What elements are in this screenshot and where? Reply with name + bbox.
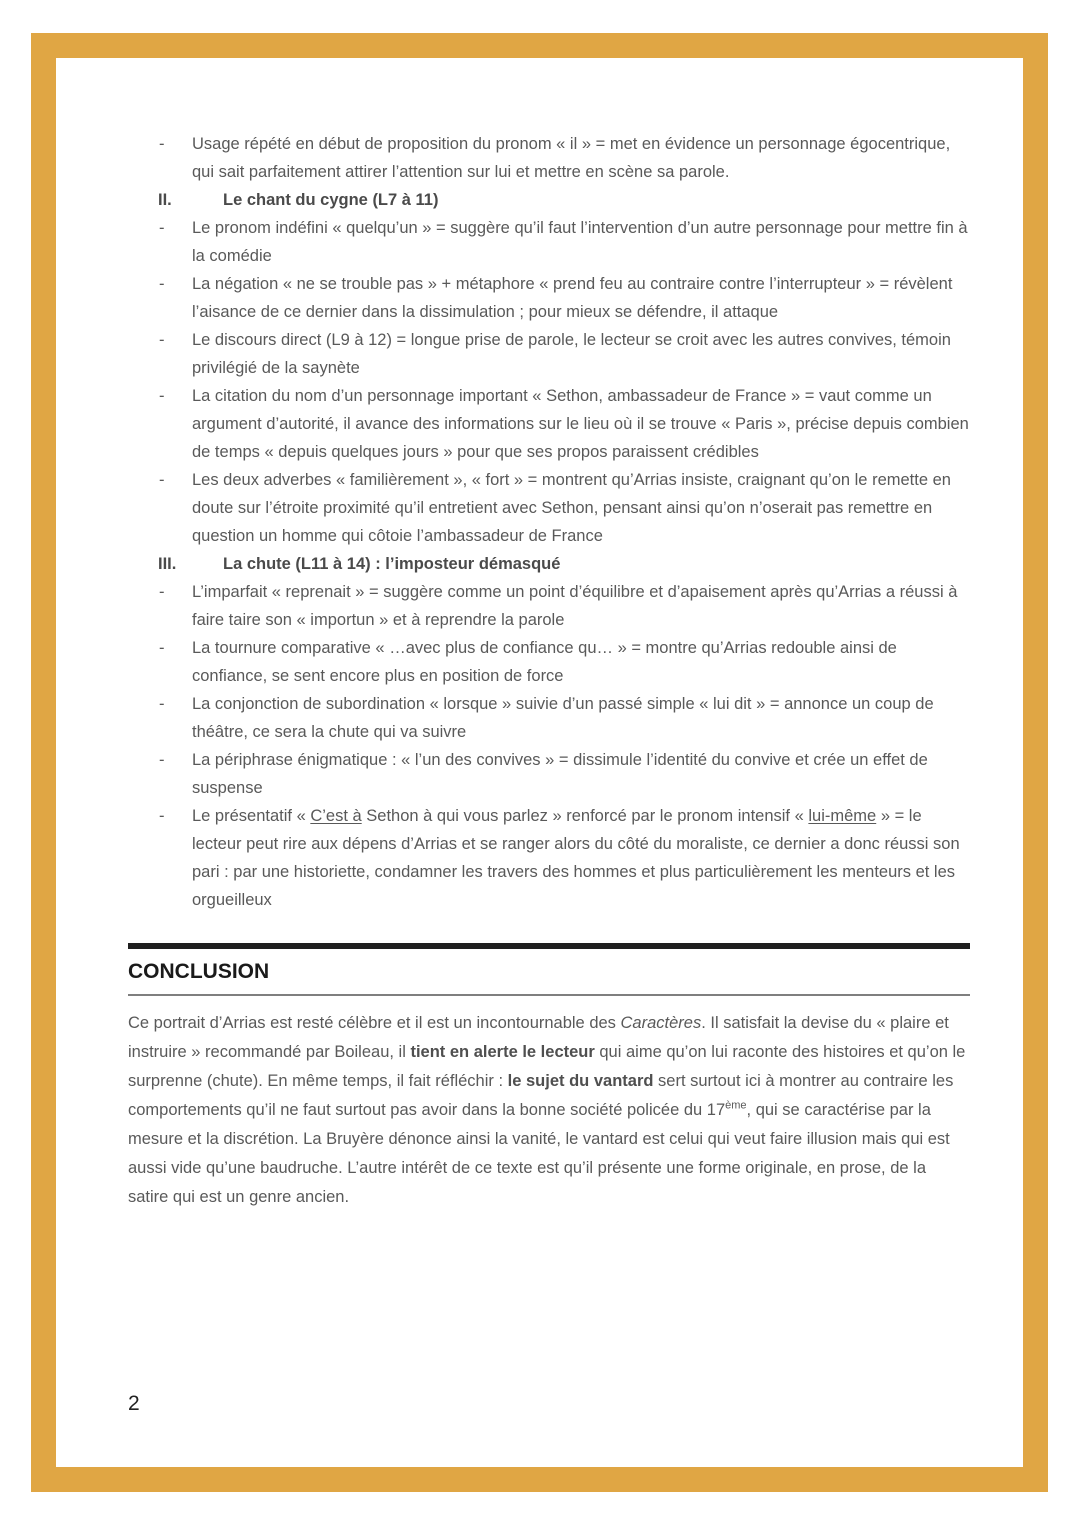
bullet-text xyxy=(192,746,970,802)
section-heading xyxy=(128,186,970,214)
text-segment: La négation « ne se trouble pas » + métaphore « prend feu au contraire contre l’interrupteur » = révèlent l’aisance de ce dernier dans la dissimulation ; pour mieux se défendre, il attaque xyxy=(192,275,953,321)
text-segment: le sujet du vantard xyxy=(507,1072,654,1090)
bullet-marker: - xyxy=(159,135,165,153)
bullet-text xyxy=(192,130,970,186)
text-segment: Usage répété en début de proposition du pronom « il » = met en évidence un personnage égocentrique, qui sait parfaitement attirer l’attention sur lui et mettre en scène sa parole. xyxy=(192,135,951,181)
text-segment: Le discours direct (L9 à 12) = longue prise de parole, le lecteur se croit avec les autres convives, témoin privilégié de la saynète xyxy=(192,331,951,377)
bullet-item xyxy=(128,578,970,634)
text-segment: Le chant du cygne (L7 à 11) xyxy=(223,191,439,209)
text-segment: qui aime qu’on lui raconte des histoires et qu’on le surprenne (chute). En même temps, il fait réfléchir : xyxy=(128,1043,966,1090)
text-segment: Les deux adverbes « familièrement », « fort » = montrent qu’Arrias insiste, craignant qu’on le remette en doute sur l’étroite proximité qu’il entretient avec Sethon, pensant ainsi qu’on n’oserait pas remettre en question un homme qui côtoie l’ambassadeur de France xyxy=(192,471,951,545)
bullet-item xyxy=(128,214,970,270)
text-segment: Ce portrait d’Arrias est resté célèbre et il est un incontournable des xyxy=(128,1014,621,1032)
bullet-item xyxy=(128,382,970,466)
bullet-marker: - xyxy=(159,387,165,405)
bullet-item xyxy=(128,746,970,802)
text-segment: » = le lecteur peut rire aux dépens d’Arrias et se ranger alors du côté du moraliste, ce dernier a donc réussi son pari : par une historiette, condamner les travers des hommes et plus particulièrement les menteurs et les orgueilleux xyxy=(192,807,960,909)
text-segment: . Il satisfait la devise du « plaire et instruire » recommandé par Boileau, il xyxy=(128,1014,949,1061)
bullet-marker: - xyxy=(159,807,165,825)
section-number: III. xyxy=(158,555,177,573)
bullet-item xyxy=(128,326,970,382)
divider-thin xyxy=(128,994,970,996)
page-content xyxy=(128,130,970,1212)
bullet-marker: - xyxy=(159,275,165,293)
conclusion-paragraph xyxy=(128,1009,970,1212)
section-title xyxy=(223,186,970,214)
bullet-item xyxy=(128,802,970,914)
text-segment: L’imparfait « reprenait » = suggère comme un point d’équilibre et d’apaisement après qu’Arrias a réussi à faire taire son « importun » et à reprendre la parole xyxy=(192,583,958,629)
section-title xyxy=(223,550,970,578)
bullet-marker: - xyxy=(159,695,165,713)
text-segment: Le pronom indéfini « quelqu’un » = suggère qu’il faut l’intervention d’un autre personnage pour mettre fin à la comédie xyxy=(192,219,968,265)
section-number: II. xyxy=(158,191,172,209)
bullet-text xyxy=(192,466,970,550)
bullet-text xyxy=(192,690,970,746)
text-segment: sert surtout ici à montrer au contraire les comportements qu’il ne faut surtout pas avoir dans la bonne société policée du 17 xyxy=(128,1072,954,1119)
section-heading xyxy=(128,550,970,578)
text-segment: tient en alerte le lecteur xyxy=(410,1043,595,1061)
text-segment: Sethon à qui vous parlez » renforcé par le pronom intensif « xyxy=(361,807,809,825)
bullet-item xyxy=(128,130,970,186)
text-segment: La tournure comparative « …avec plus de confiance qu… » = montre qu’Arrias redouble ainsi de confiance, se sent encore plus en position de force xyxy=(192,639,897,685)
bullet-marker: - xyxy=(159,471,165,489)
text-segment: ème xyxy=(725,1099,747,1112)
bullet-text xyxy=(192,802,970,914)
text-segment: La conjonction de subordination « lorsque » suivie d’un passé simple « lui dit » = annonce un coup de théâtre, ce sera la chute qui va suivre xyxy=(192,695,934,741)
page-border-frame xyxy=(31,33,1048,1492)
bullet-item xyxy=(128,270,970,326)
text-segment: Caractères xyxy=(620,1014,702,1032)
text-segment: La chute (L11 à 14) : l’imposteur démasqué xyxy=(223,555,561,573)
text-segment: lui-même xyxy=(808,807,877,825)
analysis-list xyxy=(128,130,970,914)
page-number: 2 xyxy=(128,1392,140,1415)
text-segment: La périphrase énigmatique : « l’un des convives » = dissimule l’identité du convive et crée un effet de suspense xyxy=(192,751,928,797)
text-segment: , qui se caractérise par la mesure et la discrétion. La Bruyère dénonce ainsi la vanité, le vantard est celui qui veut faire illusion mais qui est aussi vide qu’une baudruche. L’autre intérêt de ce texte est qu’il présente une forme originale, en prose, de la satire qui est un genre ancien. xyxy=(128,1101,950,1206)
bullet-item xyxy=(128,690,970,746)
conclusion-section xyxy=(128,943,970,1212)
bullet-text xyxy=(192,634,970,690)
bullet-item xyxy=(128,634,970,690)
bullet-text xyxy=(192,214,970,270)
bullet-text xyxy=(192,578,970,634)
bullet-item xyxy=(128,466,970,550)
bullet-text xyxy=(192,326,970,382)
bullet-marker: - xyxy=(159,639,165,657)
text-segment: C’est à xyxy=(310,807,362,825)
bullet-marker: - xyxy=(159,331,165,349)
bullet-marker: - xyxy=(159,751,165,769)
bullet-marker: - xyxy=(159,219,165,237)
bullet-marker: - xyxy=(159,583,165,601)
text-segment: Le présentatif « xyxy=(192,807,311,825)
divider-thick xyxy=(128,943,970,949)
text-segment: La citation du nom d’un personnage important « Sethon, ambassadeur de France » = vaut comme un argument d’autorité, il avance des informations sur le lieu où il se trouve « Paris », précise depuis combien de temps « depuis quelques jours » pour que ses propos paraissent crédibles xyxy=(192,387,969,461)
bullet-text xyxy=(192,382,970,466)
bullet-text xyxy=(192,270,970,326)
conclusion-heading: CONCLUSION xyxy=(128,960,270,983)
